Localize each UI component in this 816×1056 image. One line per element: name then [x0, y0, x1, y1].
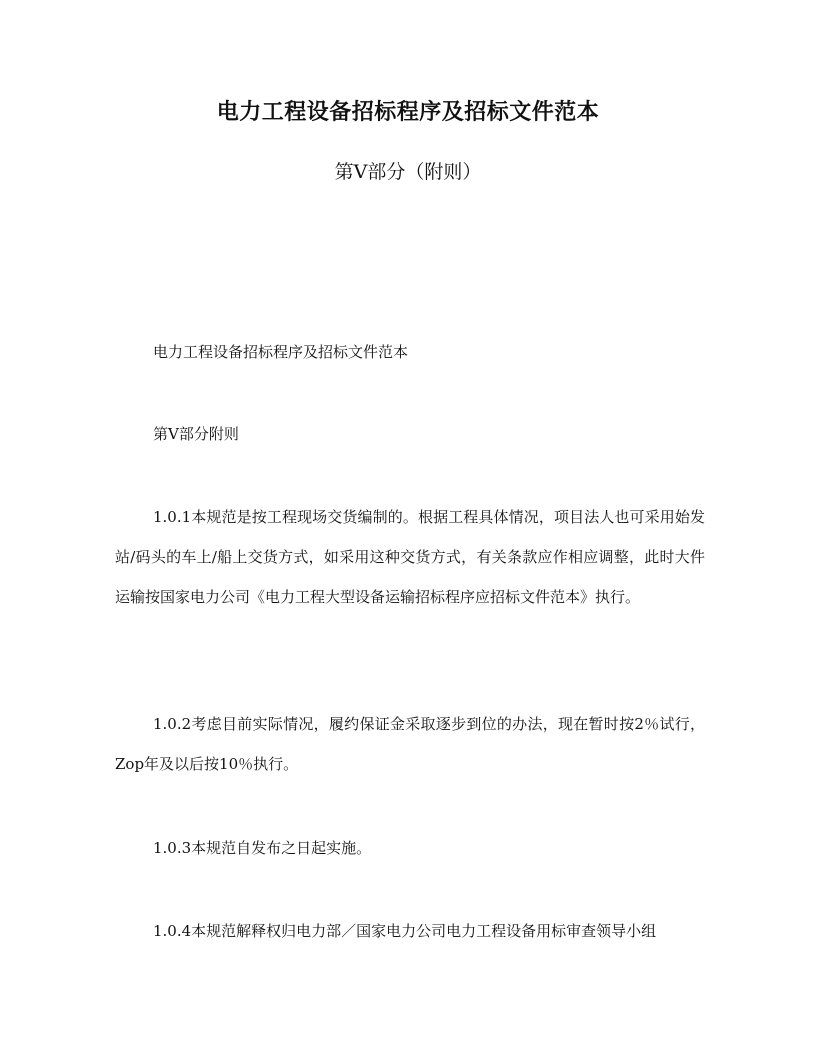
paragraph-block	[115, 828, 705, 868]
paragraph-clause-1-0-4: 1.0.4本规范解释权归电力部／国家电力公司电力工程设备用标审查领导小组	[153, 922, 657, 940]
paragraph-clause-1-0-2: 1.0.2考虑目前实际情况，履约保证金采取逐步到位的办法，现在暂时按2％试行，Zop年及以后按10％执行。	[115, 715, 705, 773]
paragraph-clause-1-0-1: 1.0.1本规范是按工程现场交货编制的。根据工程具体情况，项目法人也可采用始发站/码头的车上/船上交货方式，如采用这种交货方式，有关条款应作相应调整，此时大件运输按国家电力公司《电力工程大型设备运输招标程序应招标文件范本》执行。	[115, 508, 705, 606]
paragraph-part-label: 第Ⅴ部分附则	[153, 425, 239, 443]
paragraph-block	[115, 704, 705, 784]
paragraph-block	[115, 497, 705, 617]
paragraph-block	[115, 414, 705, 454]
paragraph-block	[115, 911, 705, 951]
paragraph-block	[115, 332, 705, 372]
document-title: 电力工程设备招标程序及招标文件范本	[216, 100, 600, 125]
paragraph-heading-repeat: 电力工程设备招标程序及招标文件范本	[153, 343, 409, 361]
paragraph-clause-1-0-3: 1.0.3本规范自发布之日起实施。	[153, 839, 372, 857]
document-subtitle: 第Ⅴ部分（附则）	[334, 161, 482, 183]
